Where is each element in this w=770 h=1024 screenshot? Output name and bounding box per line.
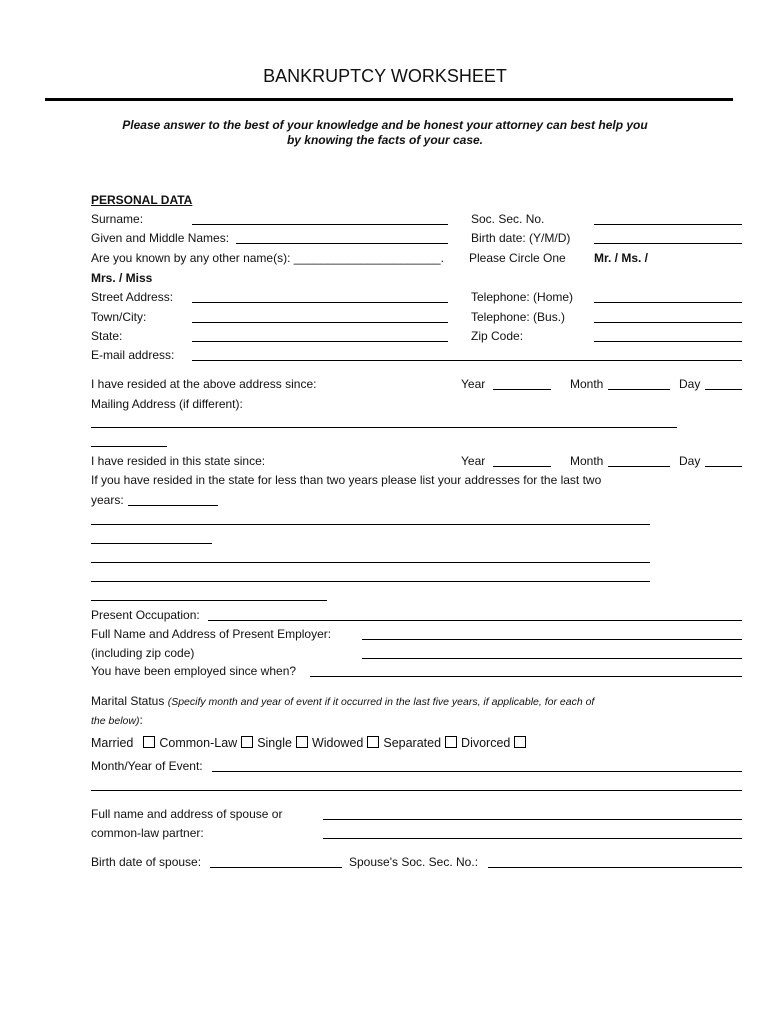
resided-month-field[interactable] xyxy=(608,389,670,390)
option-married-label: Married xyxy=(91,736,134,750)
marital-note-a: (Specify month and year of event if it occurred in the last five years, if applicable, for each of xyxy=(167,696,595,708)
title-options-a[interactable]: Mr. / Ms. / xyxy=(594,251,649,265)
birth-date-label: Birth date: (Y/M/D) xyxy=(471,231,571,245)
mailing-label: Mailing Address (if different): xyxy=(91,397,243,411)
checkbox-single[interactable] xyxy=(296,736,308,748)
state-day-field[interactable] xyxy=(705,466,742,467)
prior-address-line4[interactable] xyxy=(91,581,650,582)
ssn-label: Soc. Sec. No. xyxy=(471,212,545,226)
years-field[interactable] xyxy=(128,505,218,506)
employer-field-line2[interactable] xyxy=(362,658,742,659)
spouse-field-line2[interactable] xyxy=(323,838,742,839)
state-month-label: Month xyxy=(570,454,604,468)
section-heading-personal: PERSONAL DATA xyxy=(91,193,193,207)
spouse-birth-field[interactable] xyxy=(210,867,342,868)
checkbox-widowed[interactable] xyxy=(367,736,379,748)
tel-home-label: Telephone: (Home) xyxy=(471,290,574,304)
resided-day-field[interactable] xyxy=(705,389,742,390)
spouse-label-b: common-law partner: xyxy=(91,826,204,840)
prior-address-line5[interactable] xyxy=(91,600,327,601)
marital-note-b: the below) xyxy=(91,715,140,727)
spouse-ssn-field[interactable] xyxy=(488,867,742,868)
event-field-line2[interactable] xyxy=(91,790,742,791)
checkbox-separated[interactable] xyxy=(445,736,457,748)
tel-bus-label: Telephone: (Bus.) xyxy=(471,310,566,324)
other-names-label[interactable]: Are you known by any other name(s): ______________________. xyxy=(91,251,444,265)
street-label: Street Address: xyxy=(91,290,174,304)
marital-note-line2 xyxy=(91,713,143,728)
spouse-label-a: Full name and address of spouse or xyxy=(91,807,283,821)
employed-since-label: You have been employed since when? xyxy=(91,664,297,678)
surname-field[interactable] xyxy=(192,224,448,225)
circle-one-label: Please Circle One xyxy=(469,251,566,265)
tel-bus-field[interactable] xyxy=(594,322,742,323)
resided-year-label: Year xyxy=(461,377,486,391)
option-separated-label: Separated xyxy=(383,736,442,750)
employer-label: Full Name and Address of Present Employer: xyxy=(91,627,332,641)
zip-note-label: (including zip code) xyxy=(91,646,195,660)
intro-text xyxy=(60,118,710,148)
option-common-law-label: Common-Law xyxy=(159,736,238,750)
marital-status-text: Marital Status xyxy=(91,694,165,708)
title-rule xyxy=(45,98,733,101)
ssn-field[interactable] xyxy=(594,224,742,225)
mailing-field-line2[interactable] xyxy=(91,446,167,447)
occupation-label: Present Occupation: xyxy=(91,608,200,622)
birth-date-field[interactable] xyxy=(594,243,742,244)
resided-day-label: Day xyxy=(679,377,701,391)
prior-address-line2[interactable] xyxy=(91,543,212,544)
page-title: BANKRUPTCY WORKSHEET xyxy=(263,66,507,86)
option-widowed-label: Widowed xyxy=(311,736,364,750)
resided-month-label: Month xyxy=(570,377,604,391)
employer-field-line1[interactable] xyxy=(362,639,742,640)
state-since-label: I have resided in this state since: xyxy=(91,454,266,468)
event-label: Month/Year of Event: xyxy=(91,759,203,773)
town-field[interactable] xyxy=(192,322,448,323)
prior-address-line3[interactable] xyxy=(91,562,650,563)
intro-line-2: by knowing the facts of your case. xyxy=(286,133,484,147)
marital-options xyxy=(91,736,530,750)
state-label: State: xyxy=(91,329,123,343)
less-than-two-label: If you have resided in the state for less than two years please list your addresses for the last two xyxy=(91,473,602,487)
marital-note-colon: : xyxy=(139,713,143,727)
spouse-ssn-label: Spouse's Soc. Sec. No.: xyxy=(349,855,479,869)
resided-year-field[interactable] xyxy=(493,389,551,390)
state-year-label: Year xyxy=(461,454,486,468)
title-options-b[interactable]: Mrs. / Miss xyxy=(91,271,153,285)
marital-status-label xyxy=(91,694,594,709)
street-field[interactable] xyxy=(192,302,448,303)
occupation-field[interactable] xyxy=(208,620,742,621)
state-year-field[interactable] xyxy=(493,466,551,467)
option-single-label: Single xyxy=(257,736,292,750)
employed-since-field[interactable] xyxy=(310,676,742,677)
spouse-birth-label: Birth date of spouse: xyxy=(91,855,202,869)
state-day-label: Day xyxy=(679,454,701,468)
prior-address-line1[interactable] xyxy=(91,524,650,525)
checkbox-common-law[interactable] xyxy=(241,736,253,748)
checkbox-divorced[interactable] xyxy=(514,736,526,748)
tel-home-field[interactable] xyxy=(594,302,742,303)
email-field[interactable] xyxy=(192,360,742,361)
option-divorced-label: Divorced xyxy=(461,736,511,750)
resided-since-label: I have resided at the above address since: xyxy=(91,377,317,391)
zip-label: Zip Code: xyxy=(471,329,524,343)
email-label: E-mail address: xyxy=(91,348,175,362)
intro-line-1: Please answer to the best of your knowledge and be honest your attorney can best help you xyxy=(122,118,648,132)
state-field[interactable] xyxy=(192,341,448,342)
town-label: Town/City: xyxy=(91,310,147,324)
zip-field[interactable] xyxy=(594,341,742,342)
given-names-label: Given and Middle Names: xyxy=(91,231,230,245)
event-field-line1[interactable] xyxy=(212,771,742,772)
given-names-field[interactable] xyxy=(236,243,448,244)
surname-label: Surname: xyxy=(91,212,144,226)
years-label: years: xyxy=(91,493,124,507)
mailing-field-line1[interactable] xyxy=(91,427,677,428)
checkbox-married[interactable] xyxy=(143,736,155,748)
spouse-field-line1[interactable] xyxy=(323,819,742,820)
state-month-field[interactable] xyxy=(608,466,670,467)
